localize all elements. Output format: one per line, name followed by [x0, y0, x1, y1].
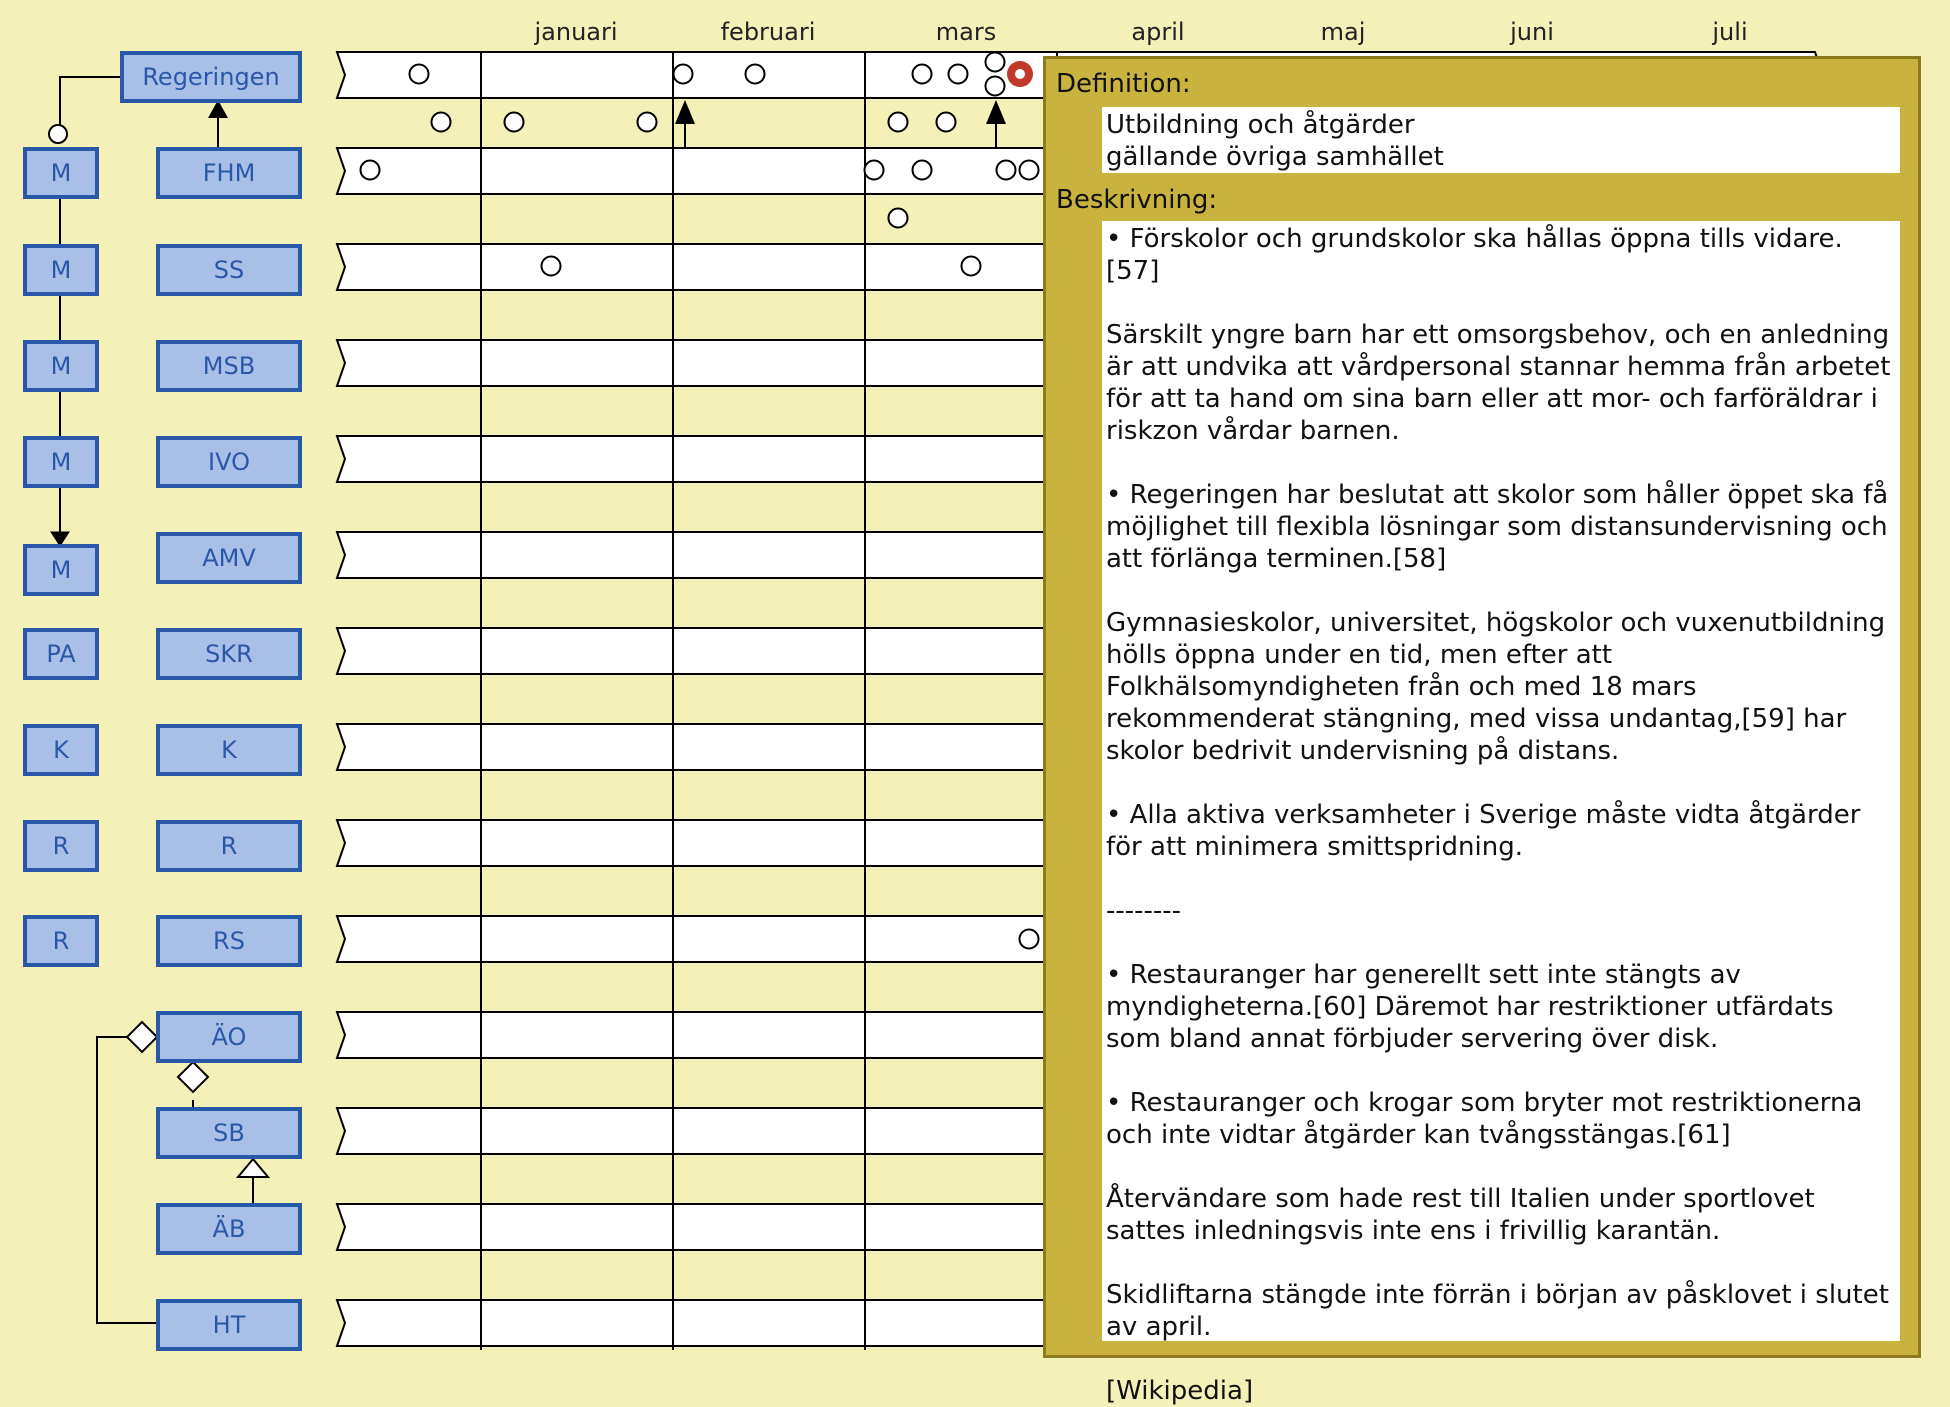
org-box-r[interactable]: R [156, 820, 302, 872]
event-marker[interactable] [361, 161, 380, 180]
event-marker[interactable] [505, 113, 524, 132]
composition-circle-icon [49, 125, 67, 143]
org-box-k[interactable]: K [23, 724, 99, 776]
definition-text: Utbildning och åtgärder gällande övriga samhället [1102, 107, 1900, 173]
event-marker[interactable] [889, 113, 908, 132]
event-marker[interactable] [674, 65, 693, 84]
event-marker[interactable] [410, 65, 429, 84]
event-marker[interactable] [1020, 930, 1039, 949]
event-marker[interactable] [889, 209, 908, 228]
org-box-sb[interactable]: SB [156, 1107, 302, 1159]
org-box-m[interactable]: M [23, 544, 99, 596]
event-marker[interactable] [986, 53, 1005, 72]
event-marker[interactable] [913, 161, 932, 180]
description-text: • Förskolor och grundskolor ska hållas öppna tills vidare.[57] Särskilt yngre barn har ett omsorgsbehov, och en anledning är att undvika att vårdpersonal stannar hemma från arbetet för att ta hand om sina barn eller att mor- och farföräldrar i riskzon vårdar barnen. • Regeringen har beslutat att skolor som håller öppet ska få möjlighet till flexibla lösningar som distansundervisning och att förlänga terminen.[58] Gymnasieskolor, universitet, högskolor och vuxenutbildning hölls öppna under en tid, men efter att Folkhälsomyndigheten från och med 18 mars rekommenderat stängning, med vissa undantag,[59] har skolor bedrivit undervisning på distans. • Alla aktiva verksamheter i Sverige måste vidta åtgärder för att minimera smittspridning. -------- • Restauranger har generellt sett inte stängts av myndigheterna.[60] Däremot har restriktioner utfärdats som bland annat förbjuder servering över disk. • Restauranger och krogar som bryter mot restriktionerna och inte vidtar åtgärder kan tvångsstängas.[61] Återvändare som hade rest till Italien under sportlovet sattes inledningsvis inte ens i frivillig karantän. Skidliftarna stängde inte förrän i början av påsklovet i slutet av april. [Wikipedia] [1102, 221, 1900, 1341]
event-marker[interactable] [937, 113, 956, 132]
org-box-fhm[interactable]: FHM [156, 147, 302, 199]
month-label-january: januari [534, 18, 618, 46]
org-box-m[interactable]: M [23, 244, 99, 296]
org-box-ivo[interactable]: IVO [156, 436, 302, 488]
org-box-r[interactable]: R [23, 820, 99, 872]
org-box-skr[interactable]: SKR [156, 628, 302, 680]
event-marker[interactable] [542, 257, 561, 276]
selected-marker-dot [1015, 69, 1025, 79]
org-box-pa[interactable]: PA [23, 628, 99, 680]
org-box-msb[interactable]: MSB [156, 340, 302, 392]
event-marker[interactable] [949, 65, 968, 84]
inheritance-triangle-icon [238, 1159, 268, 1177]
info-panel [1043, 56, 1921, 1406]
month-label-july: juli [1712, 18, 1748, 46]
event-marker[interactable] [997, 161, 1016, 180]
event-marker[interactable] [962, 257, 981, 276]
month-label-march: mars [935, 18, 997, 46]
org-box-r[interactable]: R [23, 915, 99, 967]
org-box-m[interactable]: M [23, 147, 99, 199]
aggregation-diamond-icon [178, 1062, 208, 1092]
month-label-april: april [1131, 18, 1185, 46]
event-marker[interactable] [746, 65, 765, 84]
event-marker[interactable] [913, 65, 932, 84]
event-marker[interactable] [638, 113, 657, 132]
aggregation-diamond-icon [127, 1022, 157, 1052]
event-marker[interactable] [986, 77, 1005, 96]
event-marker[interactable] [432, 113, 451, 132]
arrow-up-icon [675, 100, 695, 124]
arrow-up-icon [986, 100, 1006, 124]
month-label-may: maj [1320, 18, 1366, 46]
month-label-february: februari [720, 18, 816, 46]
selected-event-marker[interactable] [1007, 61, 1033, 87]
definition-label: Definition: [1056, 69, 1191, 99]
org-box-ss[interactable]: SS [156, 244, 302, 296]
org-box-ab[interactable]: ÄB [156, 1203, 302, 1255]
event-marker[interactable] [865, 161, 884, 180]
org-box-rs[interactable]: RS [156, 915, 302, 967]
org-box-amv[interactable]: AMV [156, 532, 302, 584]
description-label: Beskrivning: [1056, 185, 1218, 215]
org-box-k[interactable]: K [156, 724, 302, 776]
month-label-june: juni [1510, 18, 1554, 46]
org-box-m[interactable]: M [23, 436, 99, 488]
org-box-regeringen[interactable]: Regeringen [120, 51, 302, 103]
org-box-m[interactable]: M [23, 340, 99, 392]
event-marker[interactable] [1020, 161, 1039, 180]
org-box-ht[interactable]: HT [156, 1299, 302, 1351]
org-box-ao[interactable]: ÄO [156, 1011, 302, 1063]
